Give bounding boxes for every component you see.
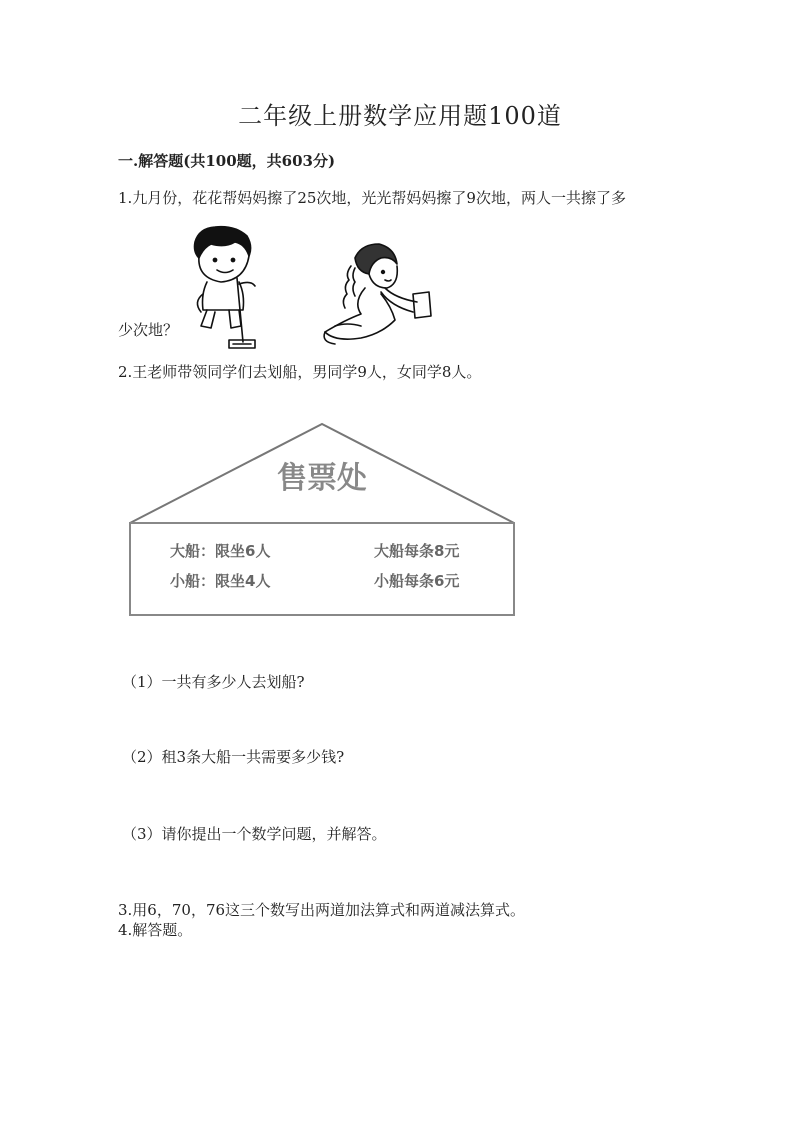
question-3-text: 3.用6，70，76这三个数写出两道加法算式和两道减法算式。 (118, 901, 526, 919)
question-1-text: 1.九月份，花花帮妈妈擦了25次地，光光帮妈妈擦了9次地，两人一共擦了多 (118, 189, 626, 207)
small-boat-capacity: 小船：限坐4人 (170, 572, 271, 590)
big-boat-capacity: 大船：限坐6人 (170, 542, 271, 560)
question-2-sub-2: （2）租3条大船一共需要多少钱? (122, 748, 345, 766)
small-boat-price: 小船每条6元 (374, 572, 460, 590)
big-boat-price: 大船每条8元 (374, 542, 460, 560)
section-heading: 一.解答题(共100题，共603分) (118, 152, 336, 170)
ticket-office-sign (126, 420, 518, 620)
question-1-text-continued: 少次地？ (118, 321, 179, 339)
children-cleaning-illustration (185, 222, 445, 357)
question-2-sub-1: （1）一共有多少人去划船? (122, 673, 305, 691)
page-title: 二年级上册数学应用题100道 (238, 102, 562, 130)
sign-title: 售票处 (277, 461, 367, 496)
question-2-sub-3: （3）请你提出一个数学问题，并解答。 (122, 825, 387, 843)
sign-board (130, 523, 514, 615)
question-4-text: 4.解答题。 (118, 921, 193, 939)
question-2-text: 2.王老师带领同学们去划船，男同学9人，女同学8人。 (118, 363, 482, 381)
